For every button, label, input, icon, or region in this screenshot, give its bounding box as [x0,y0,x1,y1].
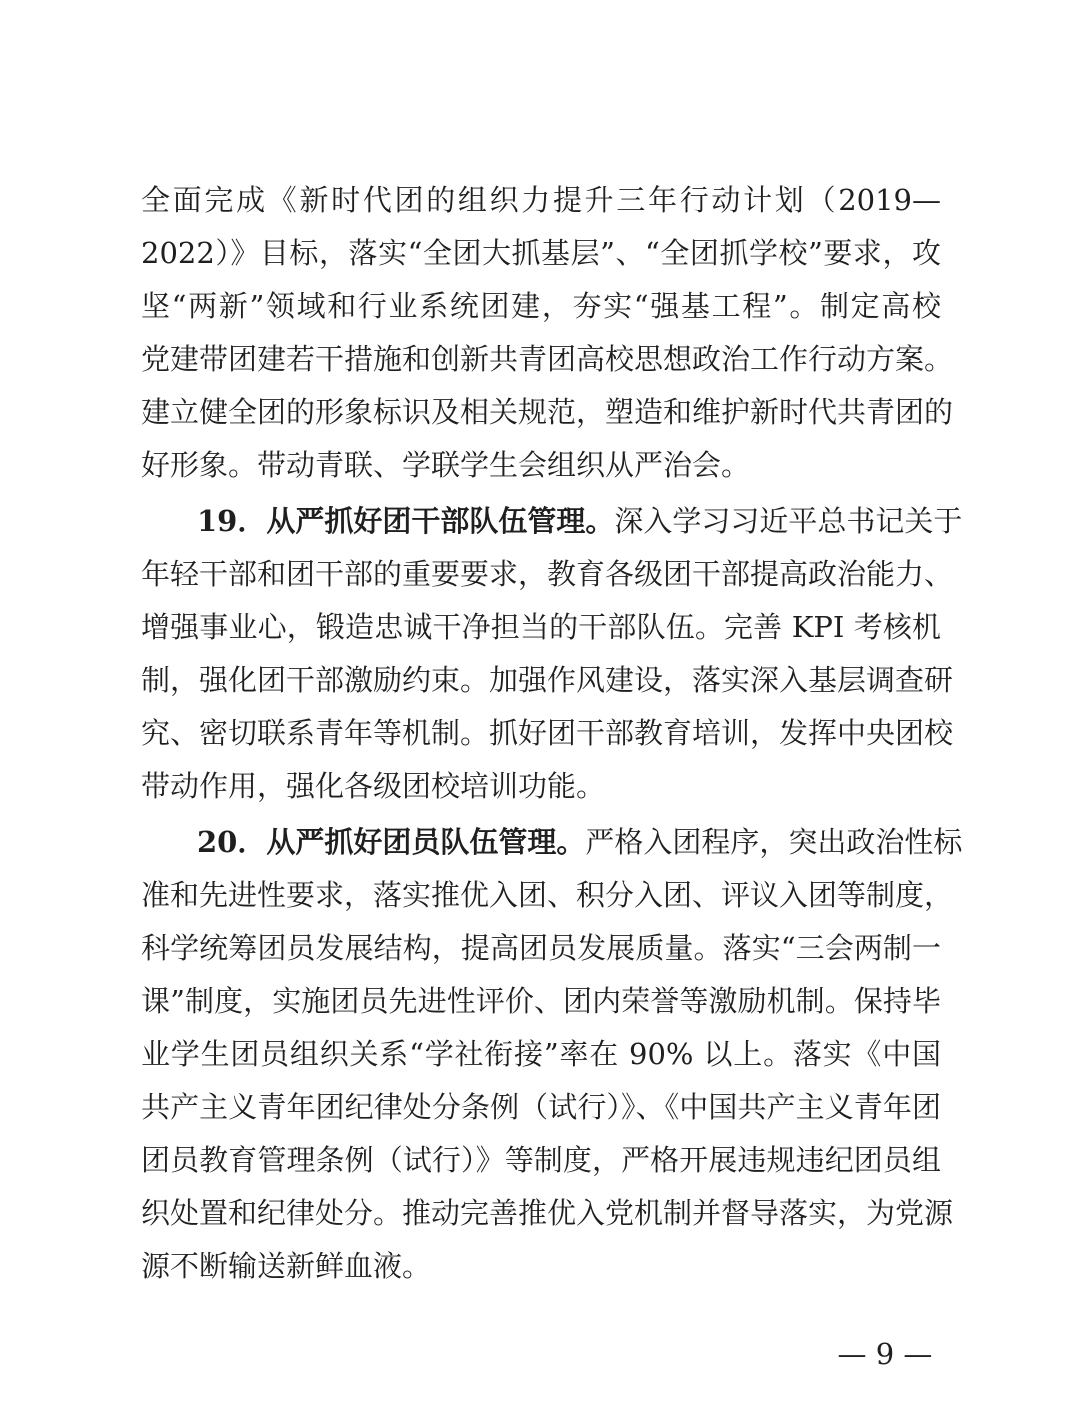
paragraph-19-first-line [197,495,963,547]
paragraph-line: 究、密切联系青年等机制。抓好团干部教育培训，发挥中央团校 [141,716,954,750]
section-heading-20: 20．从严抓好团员队伍管理。 [197,825,586,859]
paragraph-text: 严格入团程序，突出政治性标 [585,825,963,859]
page-number: — 9 — [837,1337,933,1371]
paragraph-line: 党建带团建若干措施和创新共青团高校思想政治工作行动方案。 [141,342,954,376]
paragraph-line: 建立健全团的形象标识及相关规范，塑造和维护新时代共青团的 [141,395,954,429]
paragraph-line: 共产主义青年团纪律处分条例（试行）》、《中国共产主义青年团 [141,1090,941,1124]
paragraph-line: 增强事业心，锻造忠诚干净担当的干部队伍。完善 KPI 考核机 [141,610,941,644]
paragraph-line: 课”制度，实施团员先进性评价、团内荣誉等激励机制。保持毕 [141,984,941,1018]
paragraph-line: 准和先进性要求，落实推优入团、积分入团、评议入团等制度， [141,878,954,912]
paragraph-line: 团员教育管理条例（试行）》等制度，严格开展违规违纪团员组 [141,1143,941,1177]
paragraph-line: 带动作用，强化各级团校培训功能。 [141,769,606,803]
paragraph-line: 科学统筹团员发展结构，提高团员发展质量。落实“三会两制一 [141,931,941,965]
paragraph-line: 源不断输送新鲜血液。 [141,1249,432,1283]
paragraph-line: 业学生团员组织关系“学社衔接”率在 90% 以上。落实《中国 [141,1037,941,1071]
section-heading-19: 19．从严抓好团干部队伍管理。 [197,504,615,538]
paragraph-20-first-line [197,816,963,868]
paragraph-text: 深入学习习近平总书记关于 [614,504,963,538]
paragraph-line: 全面完成《新时代团的组织力提升三年行动计划（2019— [141,183,941,217]
paragraph-line: 2022）》目标，落实“全团大抓基层”、“全团抓学校”要求，攻 [141,236,941,270]
paragraph-line: 好形象。带动青联、学联学生会组织从严治会。 [141,448,751,482]
paragraph-line: 制，强化团干部激励约束。加强作风建设，落实深入基层调查研 [141,663,954,697]
paragraph-line: 织处置和纪律处分。推动完善推优入党机制并督导落实，为党源 [141,1196,954,1230]
paragraph-line: 坚“两新”领域和行业系统团建，夯实“强基工程”。制定高校 [141,289,941,323]
paragraph-line: 年轻干部和团干部的重要要求，教育各级团干部提高政治能力、 [141,557,954,591]
